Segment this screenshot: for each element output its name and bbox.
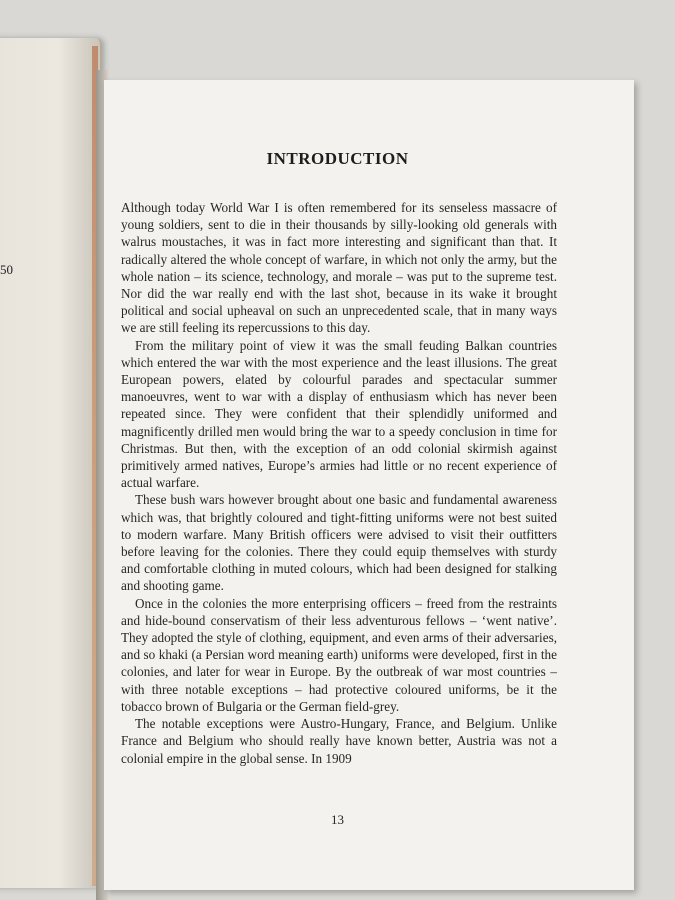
paragraph-1: Although today World War I is often remembered for its senseless massacre of young soldiers, sent to die in their thousands by silly-looking old generals with walrus moustaches, it was in fact more interesting and significant than that. It radically altered the whole concept of warfare, in which not only the army, but the whole nation – its science, technology, and morale – was put to the supreme test. Nor did the war really end with the last shot, because in its wake it brought political and social upheaval on such an unprecedented scale, that in many ways we are still feeling its repercussions to this day. <box>121 200 557 336</box>
paragraph-4: Once in the colonies the more enterprising officers – freed from the restraints and hide-bound conservatism of their less adventurous fellows – ‘went native’. They adopted the style of clothing, equipment, and even arms of their adversaries, and so khaki (a Persian word meaning earth) uniforms were developed, first in the colonies, and later for wear in Europe. By the outbreak of war most countries – with three notable exceptions – had protective coloured uniforms, be it the tobacco brown of Bulgaria or the German field-grey. <box>121 595 557 714</box>
chapter-title: INTRODUCTION <box>266 149 409 168</box>
left-page-number-fragment: 50 <box>0 262 13 277</box>
paragraph-3: These bush wars however brought about one basic and fundamental awareness which was, that brightly coloured and tight-fitting uniforms were not best suited to modern warfare. Many British officers were advised to visit their outfitters before leaving for the colonies. There they could equip themselves with sturdy and comfortable clothing in muted colours, which had been designed for stalking and shooting game. <box>121 492 557 594</box>
paragraph-2: From the military point of view it was the small feuding Balkan countries which entered the war with the most experience and the least illusions. The great European powers, elated by colourful parades and spectacular summer manoeuvres, went to war with a display of enthusiasm which has never been repeated since. They were confident that their splendidly uniformed and magnificently drilled men would bring the war to a speedy conclusion in time for Christmas. But then, with the exception of an odd colonial skirmish against primitively armed natives, Europe’s armies had little or no recent experience of actual warfare. <box>121 337 557 491</box>
page-number: 13 <box>331 812 344 827</box>
paragraph-5: The notable exceptions were Austro-Hungary, France, and Belgium. Unlike France and Belgium who should really have known better, Austria was not a colonial empire in the global sense. In 1909 <box>121 716 557 766</box>
body-text <box>121 199 557 767</box>
